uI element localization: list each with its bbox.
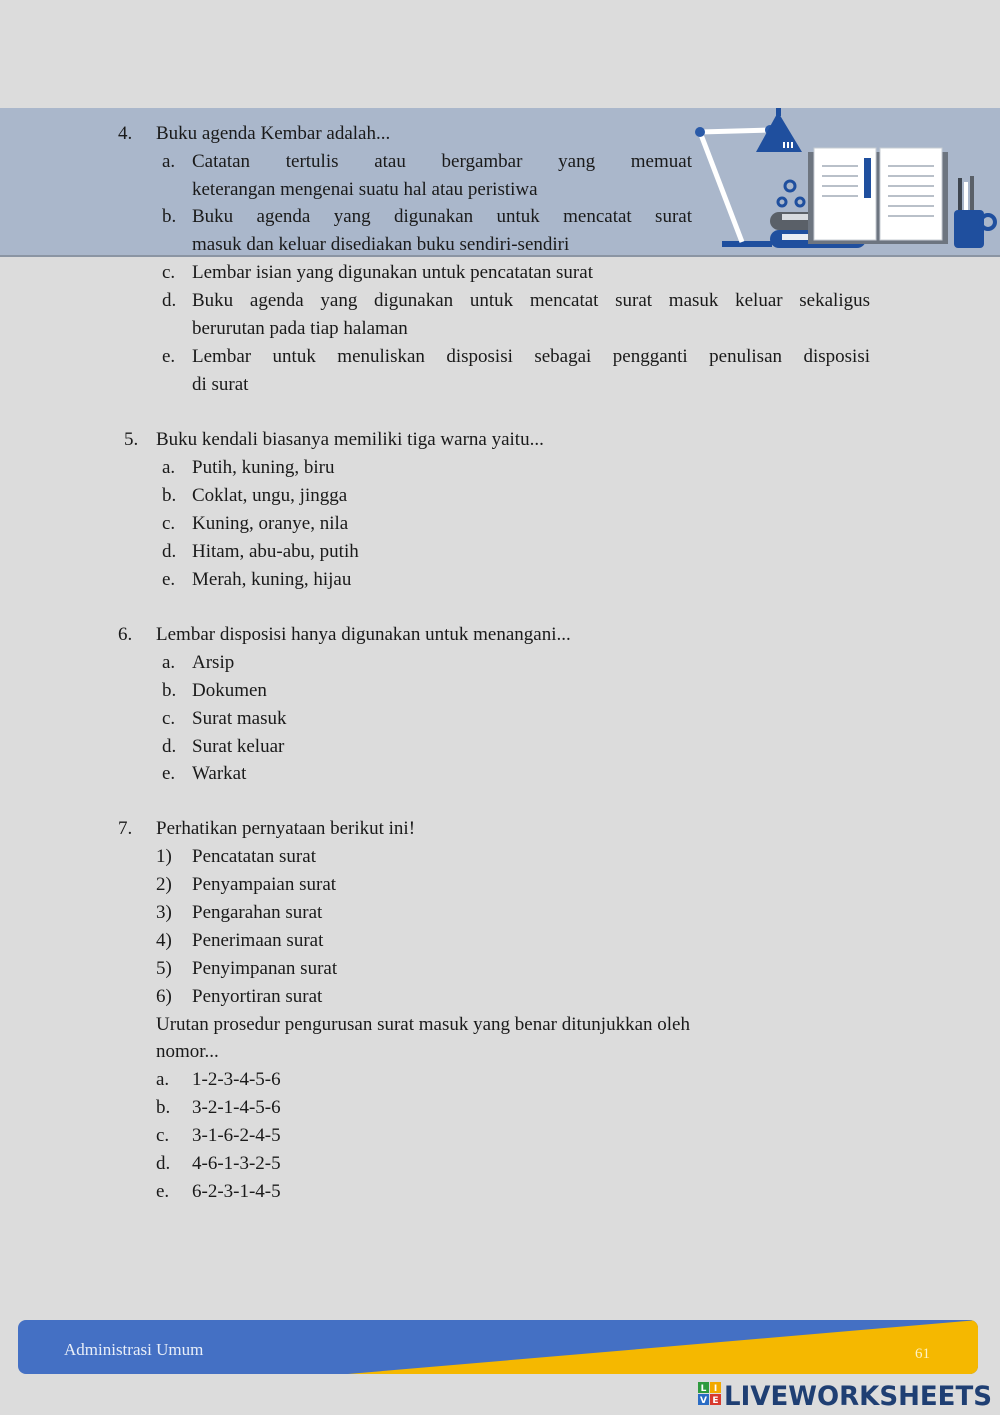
statement-label: 2) bbox=[156, 874, 172, 895]
statement-label: 4) bbox=[156, 930, 172, 951]
option-text: Coklat, ungu, jingga bbox=[192, 485, 348, 506]
option-text-cont: berurutan pada tiap halaman bbox=[192, 318, 408, 339]
option-text: Merah, kuning, hijau bbox=[192, 569, 352, 590]
option-text: 4-6-1-3-2-5 bbox=[192, 1153, 281, 1174]
option-text-cont: keterangan mengenai suatu hal atau peristiwa bbox=[192, 179, 538, 200]
statement-label: 3) bbox=[156, 902, 172, 923]
option-text: Putih, kuning, biru bbox=[192, 457, 335, 478]
footer-bar bbox=[18, 1320, 978, 1374]
badge-letter: E bbox=[712, 1396, 719, 1406]
option-label: c. bbox=[156, 1125, 170, 1146]
option-label: d. bbox=[162, 736, 177, 757]
option-label: b. bbox=[162, 485, 177, 506]
option-label: c. bbox=[162, 708, 176, 729]
option-text: Warkat bbox=[192, 763, 247, 784]
question-text: Buku kendali biasanya memiliki tiga warna yaitu... bbox=[156, 429, 544, 450]
open-book-icon bbox=[808, 148, 948, 244]
option-text: Arsip bbox=[192, 652, 235, 673]
option-text: 3-2-1-4-5-6 bbox=[192, 1097, 281, 1118]
page-number: 61 bbox=[915, 1346, 930, 1362]
question-text: Lembar disposisi hanya digunakan untuk menangani... bbox=[156, 624, 571, 645]
option-text: Surat masuk bbox=[192, 708, 287, 729]
option-label: b. bbox=[162, 680, 177, 701]
prompt-line: Urutan prosedur pengurusan surat masuk yang benar ditunjukkan oleh bbox=[156, 1014, 690, 1035]
question-number: 5. bbox=[124, 429, 139, 450]
prompt-line: nomor... bbox=[156, 1041, 219, 1062]
option-label: c. bbox=[162, 262, 176, 283]
liveworksheets-badge-icon bbox=[698, 1378, 994, 1410]
option-label: e. bbox=[162, 569, 176, 590]
option-label: d. bbox=[162, 290, 177, 311]
option-label: d. bbox=[156, 1153, 171, 1174]
statement-label: 5) bbox=[156, 958, 172, 979]
option-text-cont: di surat bbox=[192, 374, 249, 395]
option-text: Hitam, abu-abu, putih bbox=[192, 541, 359, 562]
option-text: Kuning, oranye, nila bbox=[192, 513, 349, 534]
option-label: b. bbox=[162, 206, 177, 227]
option-text-cont: masuk dan keluar disediakan buku sendiri-sendiri bbox=[192, 234, 570, 255]
badge-letter: I bbox=[713, 1384, 718, 1394]
option-text: 1-2-3-4-5-6 bbox=[192, 1069, 281, 1090]
option-label: c. bbox=[162, 513, 176, 534]
statement-text: Penyortiran surat bbox=[192, 986, 323, 1007]
option-label: a. bbox=[156, 1069, 170, 1090]
option-label: d. bbox=[162, 541, 177, 562]
pencil-cup-icon bbox=[954, 176, 995, 248]
liveworksheets-logo bbox=[698, 1378, 994, 1410]
option-label: e. bbox=[162, 346, 176, 367]
desk-illustration bbox=[690, 108, 1000, 255]
question-number: 6. bbox=[118, 624, 133, 645]
option-label: b. bbox=[156, 1097, 171, 1118]
question-text: Buku agenda Kembar adalah... bbox=[156, 123, 391, 144]
option-text: Buku agenda yang digunakan untuk mencatat surat bbox=[192, 206, 692, 227]
statement-label: 6) bbox=[156, 986, 172, 1007]
option-text: 3-1-6-2-4-5 bbox=[192, 1125, 281, 1146]
option-label: e. bbox=[162, 763, 176, 784]
option-text: Buku agenda yang digunakan untuk mencatat surat masuk keluar sekaligus bbox=[192, 290, 870, 311]
option-label: a. bbox=[162, 652, 176, 673]
question-number: 7. bbox=[118, 818, 133, 839]
brand-name: LIVEWORKSHEETS bbox=[724, 1381, 992, 1410]
option-label: a. bbox=[162, 151, 176, 172]
question-text: Perhatikan pernyataan berikut ini! bbox=[156, 818, 416, 839]
question-number: 4. bbox=[118, 123, 133, 144]
option-text: Catatan tertulis atau bergambar yang memuat bbox=[192, 151, 692, 172]
option-text: Dokumen bbox=[192, 680, 267, 701]
badge-letter: V bbox=[700, 1396, 707, 1406]
statement-text: Penyimpanan surat bbox=[192, 958, 338, 979]
statement-label: 1) bbox=[156, 846, 172, 867]
statement-text: Pengarahan surat bbox=[192, 902, 323, 923]
footer-subject: Administrasi Umum bbox=[64, 1340, 204, 1359]
statement-text: Pencatatan surat bbox=[192, 846, 316, 867]
option-label: e. bbox=[156, 1181, 170, 1202]
badge-letter: L bbox=[700, 1384, 707, 1394]
option-text: Surat keluar bbox=[192, 736, 285, 757]
option-text: Lembar untuk menuliskan disposisi sebagai pengganti penulisan disposisi bbox=[192, 346, 870, 367]
option-text: Lembar isian yang digunakan untuk pencatatan surat bbox=[192, 262, 593, 283]
statement-text: Penerimaan surat bbox=[192, 930, 324, 951]
option-label: a. bbox=[162, 457, 176, 478]
option-text: 6-2-3-1-4-5 bbox=[192, 1181, 281, 1202]
statement-text: Penyampaian surat bbox=[192, 874, 337, 895]
